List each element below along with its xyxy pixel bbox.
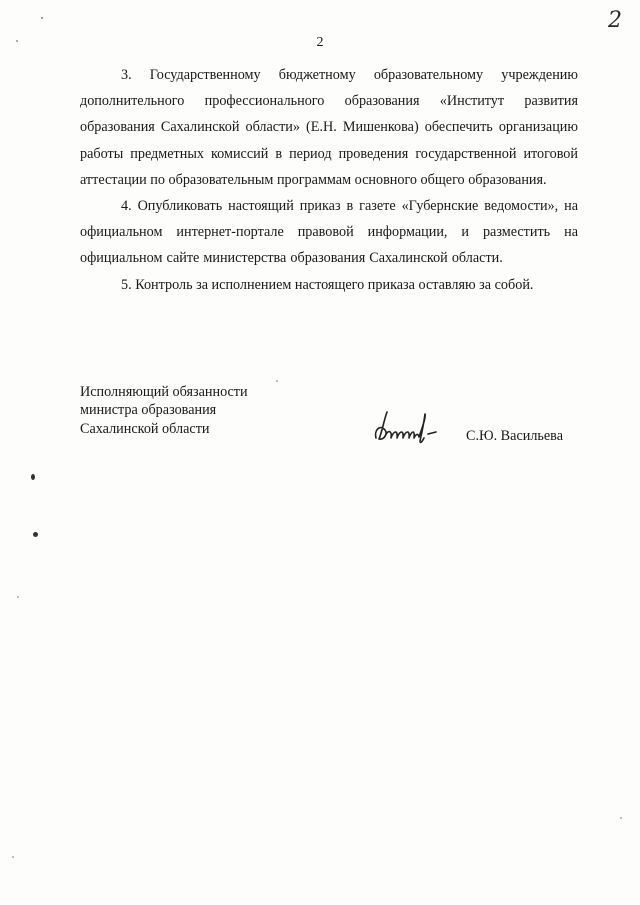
signer-name: С.Ю. Васильева	[466, 428, 563, 444]
scan-speck	[31, 474, 35, 480]
scan-speck	[17, 596, 19, 598]
position-line-2: министра образования	[80, 402, 217, 419]
signatory-position	[80, 383, 248, 438]
paragraph-5: 5. Контроль за исполнением настоящего приказа оставляю за собой.	[121, 276, 534, 293]
scan-speck	[276, 380, 278, 382]
paragraph-3: 3. Государственному бюджетному образовательному учреждению дополнительного профессионального образования «Институт развития образования Сахалинской области» (Е.Н. Мишенкова) обеспечить организацию работы предметных комиссий в период проведения государственной итоговой аттестации по образовательным программам основного общего образования.	[80, 67, 578, 188]
scan-speck	[620, 817, 622, 819]
handwritten-page-mark: 2	[608, 8, 622, 33]
scan-speck	[16, 40, 18, 42]
paragraph-4: 4. Опубликовать настоящий приказ в газете «Губернские ведомости», на официальном интернет-портале правовой информации, и разместить на официальном сайте министерства образования Сахалинской области.	[80, 198, 578, 267]
handwritten-signature	[370, 408, 440, 448]
position-line-1: Исполняющий обязанности	[80, 384, 248, 400]
page-number: 2	[316, 35, 324, 50]
scan-speck	[12, 856, 14, 858]
scan-speck	[41, 17, 43, 19]
position-line-3: Сахалинской области	[80, 420, 210, 437]
scan-speck	[33, 532, 38, 537]
document-body	[80, 62, 578, 298]
